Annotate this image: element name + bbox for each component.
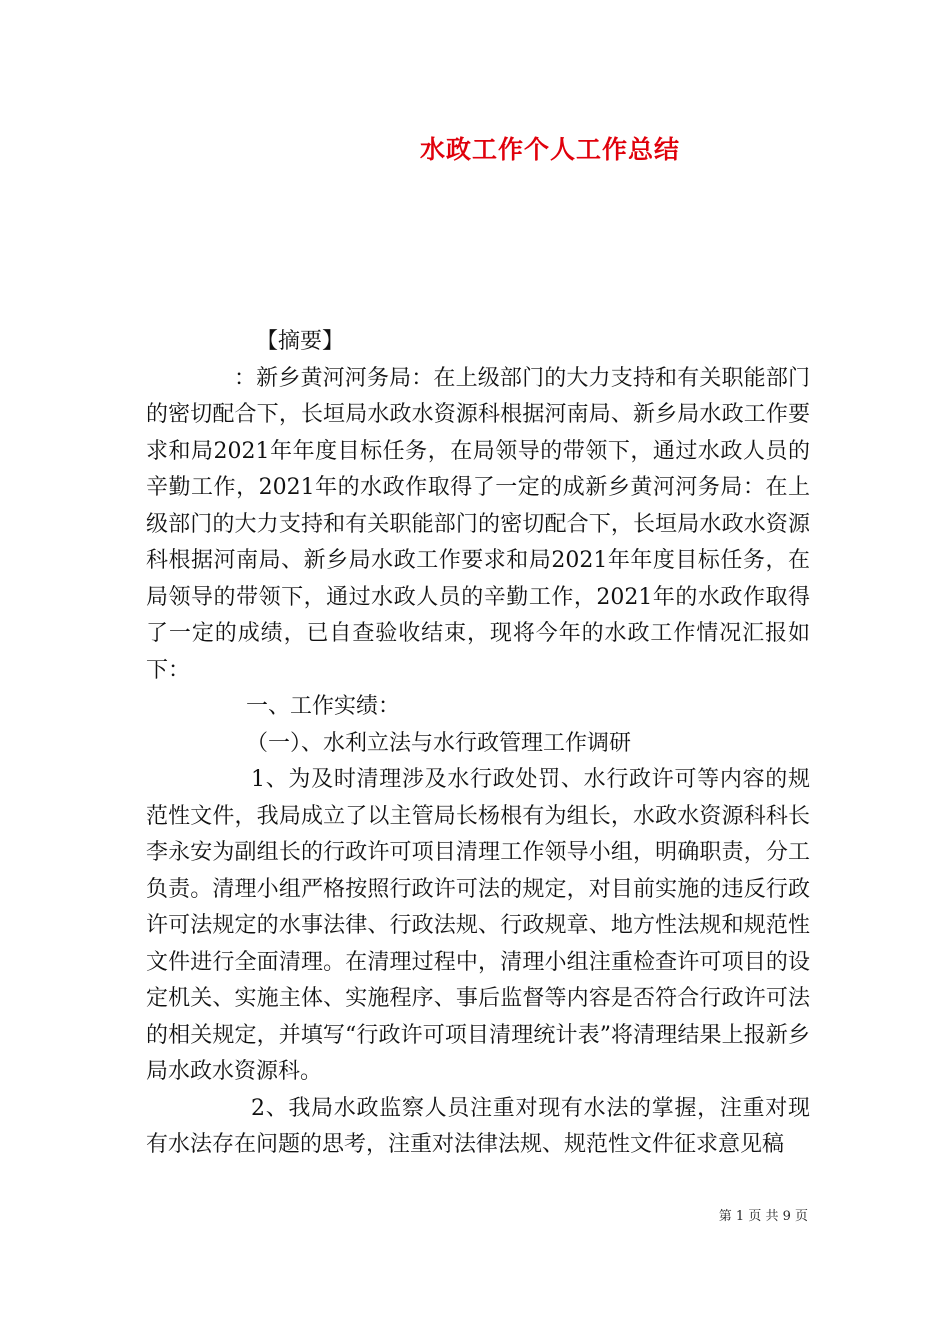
body-paragraph: 2、我局水政监察人员注重对现有水法的掌握，注重对现有水法存在问题的思考，注重对法律法规、规范性文件征求意见稿 xyxy=(146,1095,810,1157)
section-heading: 一、工作实绩： xyxy=(246,694,401,719)
body-paragraph: ：新乡黄河河务局：在上级部门的大力支持和有关职能部门的密切配合下，长垣局水政水资源科根据河南局、新乡局水政工作要求和局2021年年度目标任务，在局领导的带领下，通过水政人员的辛勤工作，2021年的水政作取得了一定的成新乡黄河河务局：在上级部门的大力支持和有关职能部门的密切配合下，长垣局水政水资源科根据河南局、新乡局水政工作要求和局2021年年度目标任务，在局领导的带领下，通过水政人员的辛勤工作，2021年的水政作取得了一定的成绩，已自查验收结束，现将今年的水政工作情况汇报如下： xyxy=(146,365,810,683)
abstract-label: 【摘要】 xyxy=(256,329,345,354)
page-number: 第 1 页 共 9 页 xyxy=(718,1209,808,1224)
document-body xyxy=(146,324,810,1164)
document-title: 水政工作个人工作总结 xyxy=(419,135,680,164)
body-paragraph: 1、为及时清理涉及水行政处罚、水行政许可等内容的规范性文件，我局成立了以主管局长杨根有为组长，水政水资源科科长李永安为副组长的行政许可项目清理工作领导小组，明确职责，分工负责。清理小组严格按照行政许可法的规定，对目前实施的违反行政许可法规定的水事法律、行政法规、行政规章、地方性法规和规范性文件进行全面清理。在清理过程中，清理小组注重检查许可项目的设定机关、实施主体、实施程序、事后监督等内容是否符合行政许可法的相关规定，并填写“行政许可项目清理统计表”将清理结果上报新乡局水政水资源科。 xyxy=(146,767,810,1084)
subsection-heading: （一）、水利立法与水行政管理工作调研 xyxy=(246,730,632,756)
